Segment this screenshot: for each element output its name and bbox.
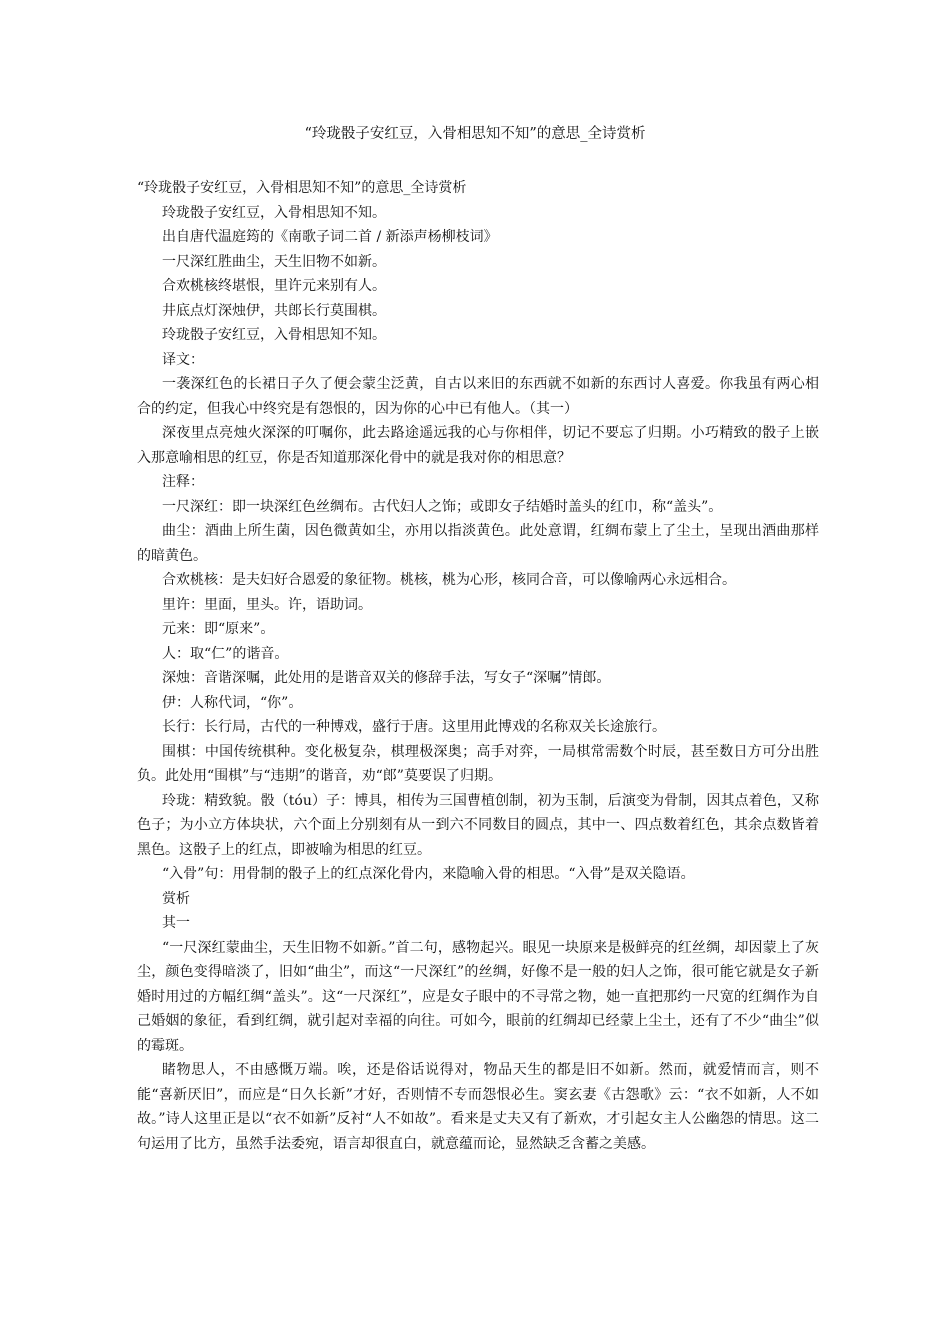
- note-item: 深烛：音谐深嘱，此处用的是谐音双关的修辞手法，写女子“深嘱”情郎。: [162, 670, 611, 686]
- poem-line: 一尺深红胜曲尘，天生旧物不如新。: [162, 253, 386, 270]
- appreciation-paragraph: “一尺深红蒙曲尘，天生旧物不如新。”首二句，感物起兴。眼见一块原来是极鲜亮的红丝绸，却因蒙上了灰尘，颜色变得暗淡了，旧如“曲尘”，而这“一尺深红”的丝绸，好像不是一般的妇人之饰，很可能它就是女子新婚时用过的方幅红绸“盖头”。这“一尺深红”，应是女子眼中的不寻常之物，她一直把那约一尺宽的红绸作为自己婚姻的象征，看到红绸，就引起对幸福的向往。可如今，眼前的红绸却已经蒙上尘土，还有了不少“曲尘”似的霉斑。: [137, 939, 819, 1054]
- section-heading-notes: 注释：: [162, 474, 204, 490]
- note-item: 围棋：中国传统棋种。变化极复杂，棋理极深奥；高手对弈，一局棋常需数个时辰，甚至数日方可分出胜负。此处用“围棋”与“违期”的谐音，劝“郎”莫要误了归期。: [137, 743, 819, 784]
- poem-line: 合欢桃核终堪恨，里许元来别有人。: [162, 278, 386, 294]
- note-item: 合欢桃核：是夫妇好合恩爱的象征物。桃核，桃为心形，核同合音，可以像喻两心永远相合。: [162, 572, 736, 588]
- appreciation-paragraph: 睹物思人，不由感慨万端。唉，还是俗话说得对，物品天生的都是旧不如新。然而，就爱情而言，则不能“喜新厌旧”，而应是“日久长新”才好，否则情不专而怨恨必生。窦玄妻《古怨歌》云：“衣不如新，人不如故。”诗人这里正是以“衣不如新”反衬“人不如故”。看来是丈夫又有了新欢，才引起女主人公幽怨的情思。这二句运用了比方，虽然手法委宛，语言却很直白，就意蕴而论，显然缺乏含蓄之美感。: [137, 1062, 819, 1152]
- note-item: 一尺深红：即一块深红色丝绸布。古代妇人之饰；或即女子结婚时盖头的红巾，称“盖头”。: [162, 498, 723, 515]
- translation-paragraph: 一袭深红色的长裙日子久了便会蒙尘泛黄，自古以来旧的东西就不如新的东西讨人喜爱。你我虽有两心相合的约定，但我心中终究是有怨恨的，因为你的心中已有他人。（其一）: [137, 376, 819, 417]
- note-item: 玲珑：精致貌。骰（tóu）子：博具，相传为三国曹植创制，初为玉制，后演变为骨制，因其点着色，又称色子；为小立方体块状，六个面上分别刻有从一到六不同数目的圆点，其中一、四点数着红色，其余点数皆着黑色。这骰子上的红点，即被喻为相思的红豆。: [137, 792, 819, 858]
- note-item: 人：取“仁”的谐音。: [162, 645, 289, 662]
- subsection-heading: 其一: [162, 915, 190, 931]
- note-item: 里许：里面，里头。许，语助词。: [162, 596, 372, 613]
- document-body: [137, 176, 819, 1156]
- body-heading: “玲珑骰子安红豆，入骨相思知不知”的意思_全诗赏析: [137, 180, 467, 196]
- note-item: 元来：即“原来”。: [162, 621, 275, 637]
- poem-line: 玲珑骰子安红豆，入骨相思知不知。: [162, 327, 386, 343]
- source-line: 出自唐代温庭筠的《南歌子词二首 / 新添声杨柳枝词》: [162, 229, 498, 245]
- note-item: 长行：长行局，古代的一种博戏，盛行于唐。这里用此博戏的名称双关长途旅行。: [162, 719, 666, 735]
- quoted-couplet: 玲珑骰子安红豆，入骨相思知不知。: [162, 204, 386, 221]
- poem-line: 井底点灯深烛伊，共郎长行莫围棋。: [162, 302, 386, 319]
- document-title: “玲珑骰子安红豆，入骨相思知不知”的意思_全诗赏析: [304, 126, 646, 142]
- translation-paragraph: 深夜里点亮烛火深深的叮嘱你，此去路途遥远我的心与你相伴，切记不要忘了归期。小巧精致的骰子上嵌入那意喻相思的红豆，你是否知道那深化骨中的就是我对你的相思意？: [137, 425, 819, 466]
- section-heading-translation: 译文：: [162, 351, 204, 368]
- section-heading-appreciation: 赏析: [162, 890, 190, 907]
- note-item: “入骨”句：用骨制的骰子上的红点深化骨内，来隐喻入骨的相思。“入骨”是双关隐语。: [162, 866, 695, 882]
- note-item: 伊：人称代词，“你”。: [162, 694, 303, 711]
- note-item: 曲尘：酒曲上所生菌，因色微黄如尘，亦用以指淡黄色。此处意谓，红绸布蒙上了尘土，呈现出酒曲那样的暗黄色。: [137, 523, 819, 564]
